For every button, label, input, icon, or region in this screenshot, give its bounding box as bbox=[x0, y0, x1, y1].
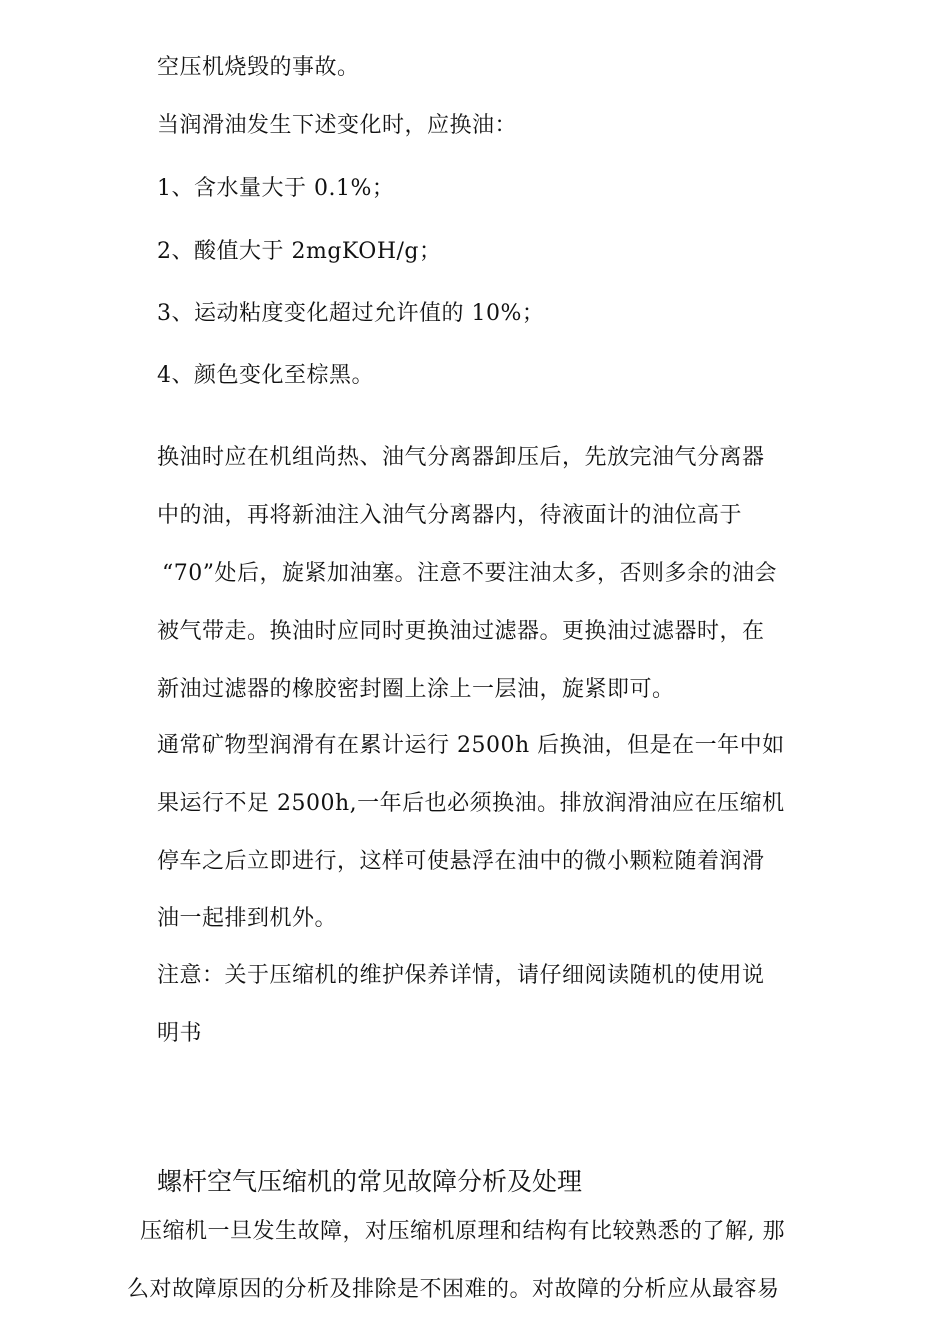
interval-line: 果运行不足 2500h,一年后也必须换油。排放润滑油应在压缩机 bbox=[157, 791, 785, 816]
condition-item: 4、颜色变化至棕黑。 bbox=[157, 363, 374, 388]
condition-item: 2、酸值大于 2mgKOH/g； bbox=[157, 239, 442, 264]
oil-change-intro: 当润滑油发生下述变化时，应换油： bbox=[157, 113, 518, 138]
procedure-line: 换油时应在机组尚热、油气分离器卸压后，先放完油气分离器 bbox=[157, 445, 765, 470]
procedure-line: 中的油，再将新油注入油气分离器内，待液面计的油位高于 bbox=[157, 503, 743, 528]
condition-item: 3、运动粘度变化超过允许值的 10%； bbox=[157, 301, 545, 326]
top-fragment-text: 空压机烧毁的事故。 bbox=[157, 55, 360, 80]
fault-intro-line: 么对故障原因的分析及排除是不困难的。对故障的分析应从最容易 bbox=[127, 1277, 780, 1302]
procedure-line: 被气带走。换油时应同时更换油过滤器。更换油过滤器时，在 bbox=[157, 619, 765, 644]
condition-item: 1、含水量大于 0.1%； bbox=[157, 176, 395, 201]
section-heading: 螺杆空气压缩机的常见故障分析及处理 bbox=[157, 1167, 583, 1196]
interval-line: 通常矿物型润滑有在累计运行 2500h 后换油，但是在一年中如 bbox=[157, 733, 785, 758]
procedure-line: 新油过滤器的橡胶密封圈上涂上一层油，旋紧即可。 bbox=[157, 677, 675, 702]
note-line: 明书 bbox=[157, 1021, 203, 1046]
fault-intro-line: 压缩机一旦发生故障，对压缩机原理和结构有比较熟悉的了解, 那 bbox=[140, 1219, 785, 1244]
procedure-line: “70”处后，旋紧加油塞。注意不要注油太多，否则多余的油会 bbox=[162, 561, 777, 586]
interval-line: 停车之后立即进行，这样可使悬浮在油中的微小颗粒随着润滑 bbox=[157, 849, 765, 874]
interval-line: 油一起排到机外。 bbox=[157, 906, 338, 931]
note-line: 注意：关于压缩机的维护保养详情，请仔细阅读随机的使用说 bbox=[157, 963, 765, 988]
